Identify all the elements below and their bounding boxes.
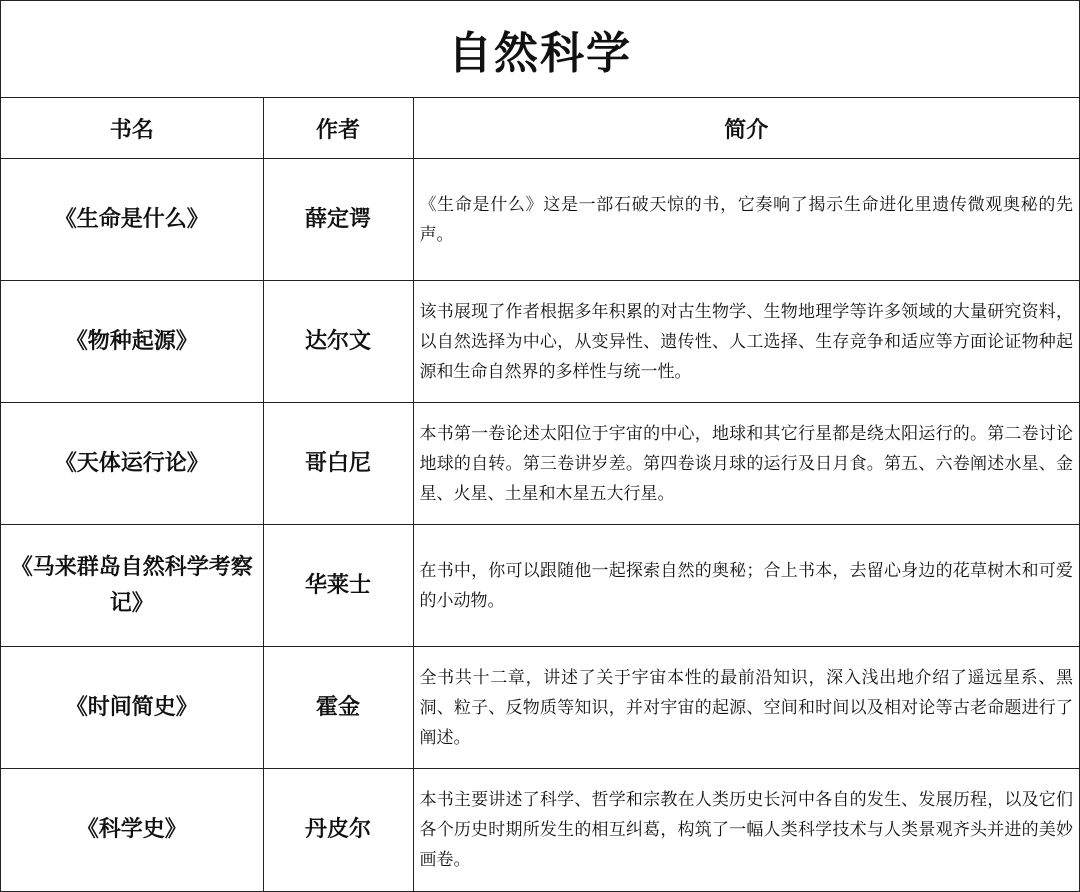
table-row [1, 647, 1079, 769]
header-intro: 简介 [413, 98, 1079, 159]
book-author: 丹皮尔 [263, 769, 413, 891]
book-intro: 本书主要讲述了科学、哲学和宗教在人类历史长河中各自的发生、发展历程，以及它们各个历史时期所发生的相互纠葛，构筑了一幅人类科学技术与人类景观齐头并进的美妙画卷。 [413, 769, 1079, 891]
book-table [1, 98, 1079, 891]
book-intro: 在书中，你可以跟随他一起探索自然的奥秘；合上书本，去留心身边的花草树木和可爱的小动物。 [413, 525, 1079, 647]
book-author: 薛定谔 [263, 159, 413, 281]
book-name: 《时间简史》 [1, 647, 263, 769]
book-intro: 本书第一卷论述太阳位于宇宙的中心，地球和其它行星都是绕太阳运行的。第二卷讨论地球的自转。第三卷讲岁差。第四卷谈月球的运行及日月食。第五、六卷阐述水星、金星、火星、土星和木星五大行星。 [413, 403, 1079, 525]
page-title: 自然科学 [1, 1, 1079, 98]
table-row [1, 769, 1079, 891]
table-row [1, 403, 1079, 525]
book-name: 《马来群岛自然科学考察记》 [1, 525, 263, 647]
header-author: 作者 [263, 98, 413, 159]
book-author: 哥白尼 [263, 403, 413, 525]
book-name: 《科学史》 [1, 769, 263, 891]
table-row [1, 159, 1079, 281]
header-name: 书名 [1, 98, 263, 159]
book-intro: 该书展现了作者根据多年积累的对古生物学、生物地理学等许多领域的大量研究资料，以自然选择为中心，从变异性、遗传性、人工选择、生存竞争和适应等方面论证物种起源和生命自然界的多样性与统一性。 [413, 281, 1079, 403]
table-row [1, 525, 1079, 647]
book-author: 霍金 [263, 647, 413, 769]
book-name: 《天体运行论》 [1, 403, 263, 525]
book-author: 华莱士 [263, 525, 413, 647]
book-author: 达尔文 [263, 281, 413, 403]
book-intro: 《生命是什么》这是一部石破天惊的书，它奏响了揭示生命进化里遗传微观奥秘的先声。 [413, 159, 1079, 281]
book-name: 《生命是什么》 [1, 159, 263, 281]
table-header-row [1, 98, 1079, 159]
table-row [1, 281, 1079, 403]
book-name: 《物种起源》 [1, 281, 263, 403]
book-intro: 全书共十二章，讲述了关于宇宙本性的最前沿知识，深入浅出地介绍了遥远星系、黑洞、粒子、反物质等知识，并对宇宙的起源、空间和时间以及相对论等古老命题进行了阐述。 [413, 647, 1079, 769]
